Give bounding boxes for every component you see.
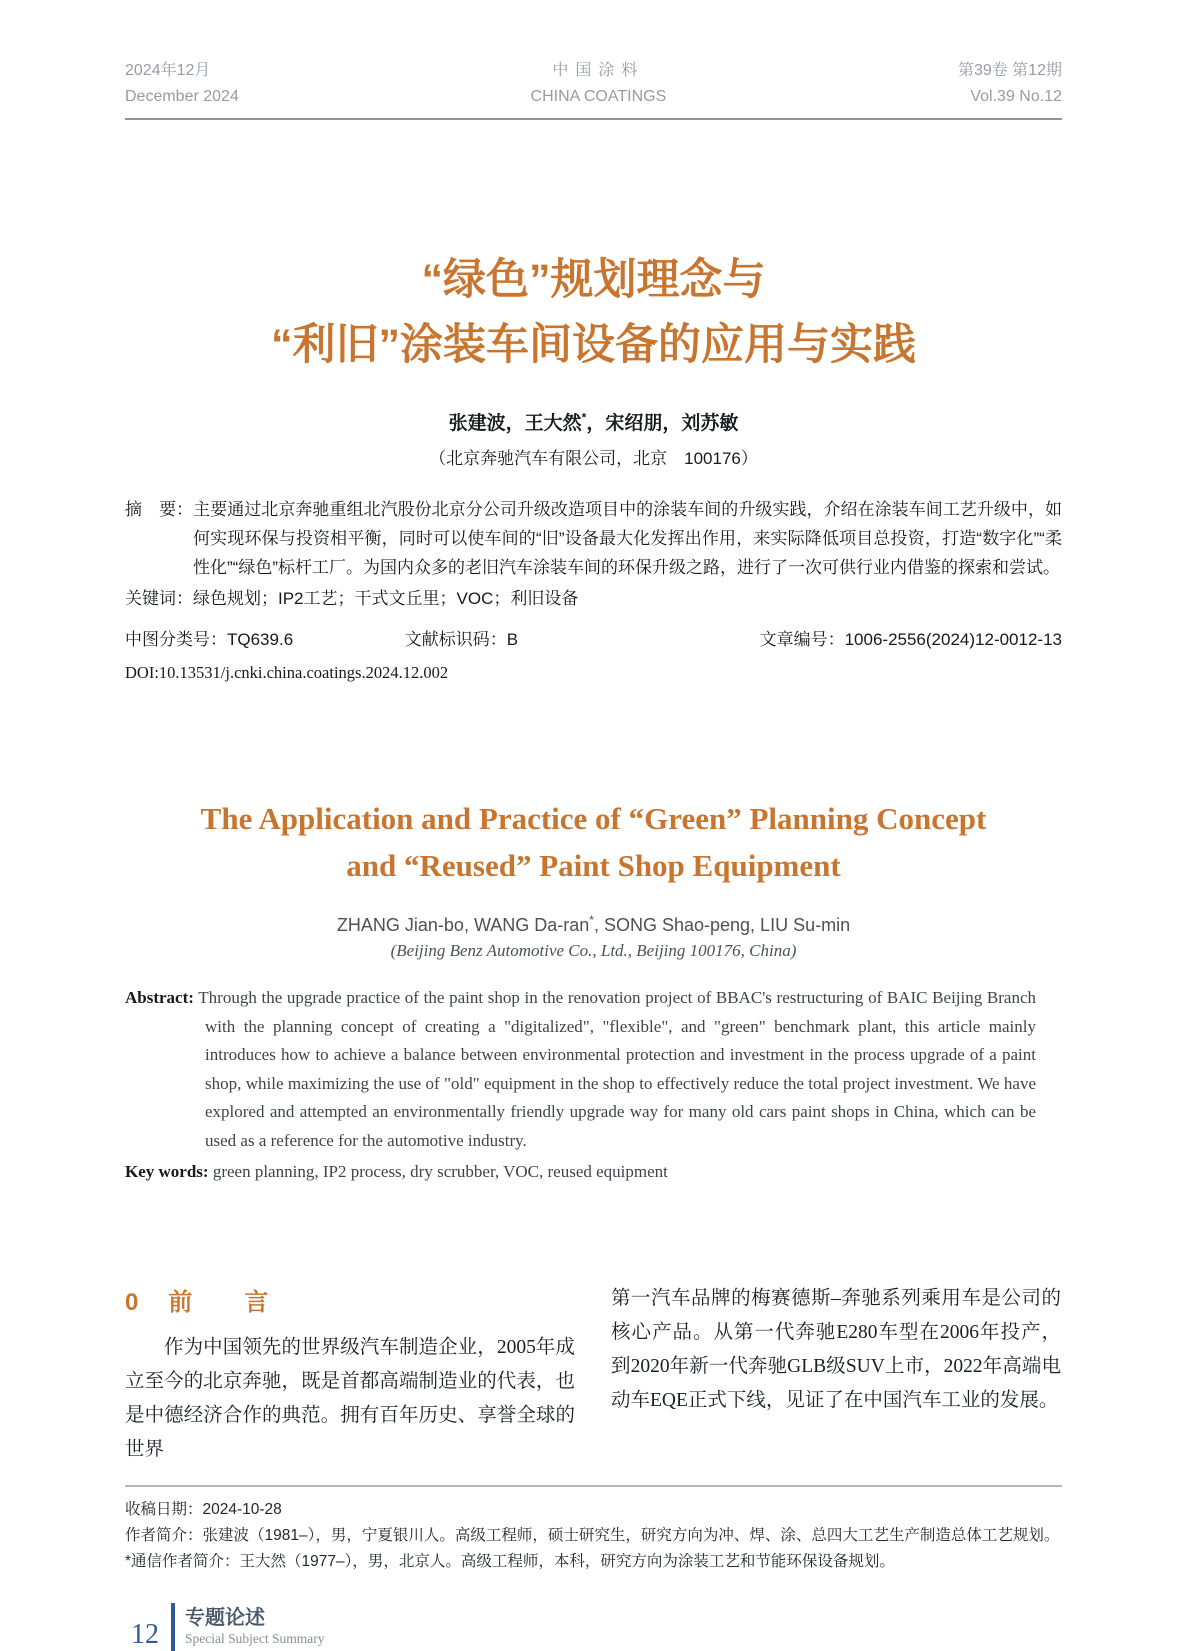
- abstract-en-label: Abstract:: [125, 988, 194, 1007]
- footer-divider-bar: [171, 1603, 175, 1651]
- keywords-zh-label: 关键词：: [125, 589, 193, 608]
- article-id: 文章编号：1006-2556(2024)12-0012-13: [759, 630, 1062, 649]
- header-journal-zh: 中国涂料: [552, 62, 645, 79]
- header-date: [125, 58, 239, 110]
- article-title-zh-line2: “利旧”涂装车间设备的应用与实践: [271, 321, 916, 369]
- article-title-en-line2: and “Reused” Paint Shop Equipment: [346, 848, 841, 883]
- keywords-en-text: green planning, IP2 process, dry scrubber, VOC, reused equipment: [208, 1162, 668, 1181]
- footnote-corresponding-author-bio: *通信作者简介：王大然（1977–），男，北京人。高级工程师，本科，研究方向为涂装工艺和节能环保设备规划。: [125, 1553, 895, 1570]
- corresponding-author-mark: *: [581, 410, 587, 425]
- body-column-right: [611, 1282, 1061, 1467]
- affiliation-zh: （北京奔驰汽车有限公司，北京 100176）: [429, 449, 758, 468]
- keywords-en-label: Key words:: [125, 1162, 209, 1181]
- footer-section-zh: 专题论述: [185, 1607, 265, 1629]
- header-volume-zh: 第39卷 第12期: [957, 62, 1062, 79]
- abstract-zh: [125, 495, 1062, 582]
- authors-zh-post: ，宋绍朋，刘苏敏: [586, 413, 739, 434]
- authors-zh: [125, 408, 1062, 435]
- meta-row: [125, 625, 1062, 650]
- header-date-zh: 2024年12月: [125, 62, 211, 79]
- page-footer: [131, 1603, 1062, 1651]
- journal-header: [125, 0, 1062, 120]
- article-title-zh: [125, 248, 1062, 378]
- body-paragraph-right: 第一汽车品牌的梅赛德斯–奔驰系列乘用车是公司的核心产品。从第一代奔驰E280车型在2006年投产，到2020年新一代奔驰GLB级SUV上市，2022年高端电动车EQE正式下线，见证了在中国汽车工业的发展。: [611, 1288, 1061, 1411]
- page-number: 12: [131, 1619, 159, 1650]
- doi: DOI:10.13531/j.cnki.china.coatings.2024.12.002: [125, 663, 449, 682]
- body-column-left: [125, 1282, 575, 1467]
- footnote-block: [125, 1485, 1062, 1575]
- article-title-en-line1: The Application and Practice of “Green” Planning Concept: [200, 801, 987, 836]
- section-title: 前 言: [168, 1289, 283, 1316]
- corresponding-author-mark-en: *: [589, 913, 594, 927]
- header-journal-name: [531, 58, 667, 110]
- keywords-en: [125, 1162, 1062, 1182]
- keywords-zh: [125, 584, 1062, 613]
- footer-section: [185, 1606, 324, 1648]
- document-code: 文献标识码：B: [404, 630, 519, 649]
- footnote-author-bio: 作者简介：张建波（1981–），男，宁夏银川人。高级工程师，硕士研究生，研究方向为冲、焊、涂、总四大工艺生产制造总体工艺规划。: [125, 1527, 1060, 1544]
- abstract-en-text: Through the upgrade practice of the paint shop in the renovation project of BBAC's restructuring of BAIC Beijing Branch with the planning concept of creating a "digitalized", "flexible", and "green" benchmark plant, this article mainly introduces how to achieve a balance between environmental protection and investment in the process upgrade of a paint shop, while maximizing the use of "old" equipment in the shop to effectively reduce the total project investment. We have explored and attempted an environmentally friendly upgrade way for many old cars paint shops in China, which can be used as a reference for the automotive industry.: [193, 988, 1036, 1150]
- authors-zh-pre: 张建波，王大然: [448, 413, 582, 434]
- header-volume-en: Vol.39 No.12: [970, 88, 1062, 105]
- body-columns: [125, 1282, 1062, 1467]
- header-volume: [958, 58, 1062, 110]
- header-journal-en: CHINA COATINGS: [530, 88, 667, 105]
- authors-en: [125, 913, 1062, 936]
- authors-en-pre: ZHANG Jian-bo, WANG Da-ran: [336, 915, 590, 935]
- affiliation-en: (Beijing Benz Automotive Co., Ltd., Beijing 100176, China): [390, 941, 797, 960]
- footnote-received-date: 收稿日期：2024-10-28: [125, 1501, 282, 1518]
- article-title-zh-line1: “绿色”规划理念与: [421, 256, 766, 304]
- clc-number: 中图分类号：TQ639.6: [125, 630, 294, 649]
- abstract-en: [125, 984, 1062, 1155]
- article-title-en: [125, 795, 1062, 889]
- footer-section-en: Special Subject Summary: [185, 1631, 325, 1646]
- header-date-en: December 2024: [125, 88, 239, 105]
- abstract-zh-label: 摘 要：: [125, 500, 194, 519]
- body-paragraph-left: 作为中国领先的世界级汽车制造企业，2005年成立至今的北京奔驰，既是首都高端制造业的代表，也是中德经济合作的典范。拥有百年历史、享誉全球的世界: [125, 1337, 575, 1460]
- section-number: 0: [125, 1289, 139, 1316]
- abstract-zh-text: 主要通过北京奔驰重组北汽股份北京分公司升级改造项目中的涂装车间的升级实践，介绍在涂装车间工艺升级中，如何实现环保与投资相平衡，同时可以使车间的“旧”设备最大化发挥出作用，来实际降低项目总投资，打造“数字化”“柔性化”“绿色”标杆工厂。为国内众多的老旧汽车涂装车间的环保升级之路，进行了一次可供行业内借鉴的探索和尝试。: [193, 500, 1063, 577]
- section-heading-intro: [125, 1282, 575, 1317]
- authors-en-post: , SONG Shao-peng, LIU Su-min: [593, 915, 851, 935]
- keywords-zh-text: 绿色规划；IP2工艺；干式文丘里；VOC；利旧设备: [193, 589, 579, 608]
